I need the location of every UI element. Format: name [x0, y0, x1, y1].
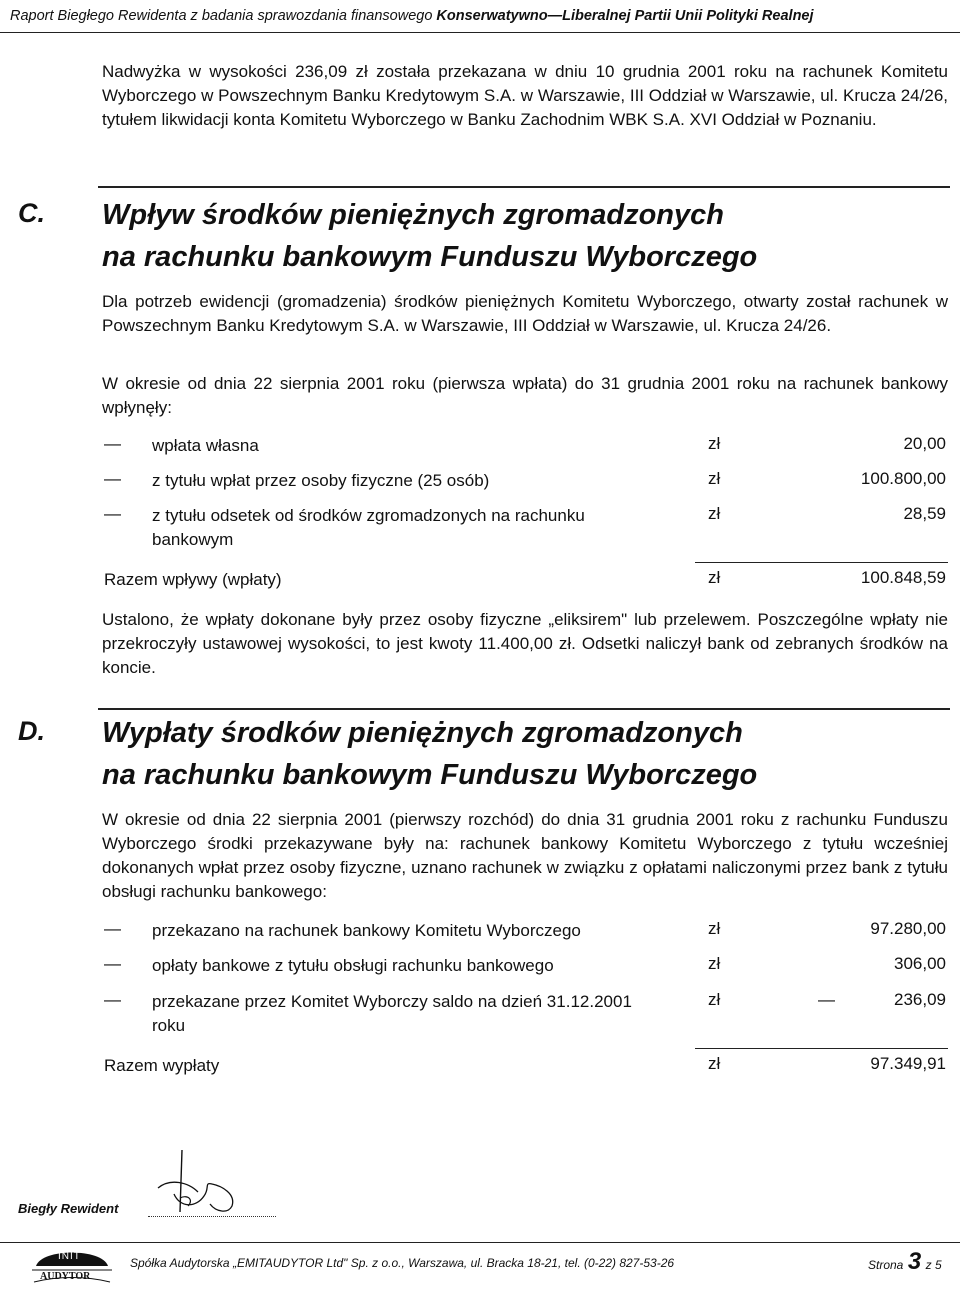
page-number: 3 — [907, 1248, 922, 1275]
logo-top-text: INIT — [58, 1251, 81, 1262]
section-d-sum-rule — [695, 1048, 948, 1049]
list-item-currency: zł — [708, 504, 721, 523]
list-item-label: z tytułu odsetek od środków zgromadzonych na rachunku bankowym — [152, 506, 585, 549]
page-number-block — [868, 1248, 942, 1276]
section-d-title-line1: Wypłaty środków pieniężnych zgromadzonych — [102, 717, 743, 749]
logo-bottom-text: AUDYTOR — [40, 1271, 91, 1282]
section-c-letter: C. — [18, 198, 45, 228]
amount-dash: — — [818, 990, 835, 1009]
list-item-dash: — — [104, 434, 121, 453]
section-d-total-currency: zł — [708, 1054, 721, 1073]
list-item-currency: zł — [708, 919, 721, 938]
company-logo — [28, 1244, 116, 1284]
list-item-dash: — — [104, 954, 121, 973]
section-d-rule — [98, 708, 950, 710]
section-d-paragraph-1: W okresie od dnia 22 sierpnia 2001 (pierwszy rozchód) do dnia 31 grudnia 2001 roku z rachunku Funduszu Wyborczego środki przekazywane były na: rachunek bankowy Komitetu Wyborczego z tytułu wcześniej dokonanych wpłat przez osoby fizyczne, uznano rachunek w związku z opłatami naliczonymi przez bank z tytułu obsługi rachunku bankowego: — [102, 810, 948, 901]
section-d-letter: D. — [18, 716, 45, 746]
list-item-dash: — — [104, 504, 121, 523]
report-header-title-party: Konserwatywno—Liberalnej Partii Unii Polityki Realnej — [436, 8, 814, 24]
list-item-amount: 28,59 — [903, 504, 946, 523]
footer-company-info: Spółka Audytorska „EMITAUDYTOR Ltd" Sp. z o.o., Warszawa, ul. Bracka 18-21, tel. (0-22) 827-53-26 — [130, 1256, 675, 1270]
list-item-currency: zł — [708, 954, 721, 973]
section-c-rule — [98, 186, 950, 188]
list-item-dash: — — [104, 919, 121, 938]
section-c-total-amount: 100.848,59 — [860, 568, 946, 587]
list-item-currency: zł — [708, 469, 721, 488]
list-item-dash: — — [104, 990, 121, 1009]
section-c-sum-rule — [695, 562, 948, 563]
page-label: Strona — [868, 1258, 904, 1272]
intro-paragraph: Nadwyżka w wysokości 236,09 zł została przekazana w dniu 10 grudnia 2001 roku na rachunek Komitetu Wyborczego w Powszechnym Banku Kredytowym S.A. w Warszawie, III Oddział w Warszawie, ul. Krucza 24/26, tytułem likwidacji konta Komitetu Wyborczego w Banku Zachodnim WBK S.A. XVI Oddział w Poznaniu. — [102, 62, 948, 129]
list-item-label: z tytułu wpłat przez osoby fizyczne (25 osób) — [152, 471, 490, 490]
section-c-title-line1: Wpływ środków pieniężnych zgromadzonych — [102, 199, 724, 231]
section-c-paragraph-2: W okresie od dnia 22 sierpnia 2001 roku (pierwsza wpłata) do 31 grudnia 2001 roku na rachunek bankowy wpłynęły: — [102, 374, 948, 417]
section-c-title-line2: na rachunku bankowym Funduszu Wyborczego — [102, 241, 758, 273]
list-item-dash: — — [104, 469, 121, 488]
list-item-currency: zł — [708, 990, 721, 1009]
list-item-amount: 100.800,00 — [860, 469, 946, 488]
list-item-label: wpłata własna — [152, 436, 259, 455]
list-item-currency: zł — [708, 434, 721, 453]
list-item-label: opłaty bankowe z tytułu obsługi rachunku bankowego — [152, 956, 554, 975]
report-header-title — [10, 8, 814, 24]
section-d-total-amount: 97.349,91 — [870, 1054, 946, 1073]
signature-label: Biegły Rewident — [18, 1201, 119, 1216]
section-c-closing-paragraph: Ustalono, że wpłaty dokonane były przez osoby fizyczne „eliksirem" lub przelewem. Poszczególne wpłaty nie przekroczyły ustawowej wysokości, to jest kwoty 11.400,00 zł. Odsetki naliczył bank od zebranych środków na koncie. — [102, 610, 948, 677]
list-item-amount: 236,09 — [894, 990, 946, 1009]
footer-divider — [0, 1242, 960, 1243]
list-item-amount: 20,00 — [903, 434, 946, 453]
handwritten-signature — [152, 1148, 242, 1220]
header-divider — [0, 32, 960, 33]
list-item-label: przekazane przez Komitet Wyborczy saldo na dzień 31.12.2001 roku — [152, 992, 632, 1035]
section-c-paragraph-1: Dla potrzeb ewidencji (gromadzenia) środków pieniężnych Komitetu Wyborczego, otwarty został rachunek w Powszechnym Banku Kredytowym S.A. w Warszawie, III Oddział w Warszawie, ul. Krucza 24/26. — [102, 292, 948, 335]
section-c-total-currency: zł — [708, 568, 721, 587]
section-d-title-line2: na rachunku bankowym Funduszu Wyborczego — [102, 759, 758, 791]
list-item-amount: 97.280,00 — [870, 919, 946, 938]
section-d-total-label: Razem wypłaty — [104, 1056, 220, 1075]
report-header-title-part1: Raport Biegłego Rewidenta z badania sprawozdania finansowego — [10, 8, 437, 24]
list-item-amount: 306,00 — [894, 954, 946, 973]
page-total: z 5 — [925, 1258, 942, 1272]
list-item-label: przekazano na rachunek bankowy Komitetu Wyborczego — [152, 921, 581, 940]
section-c-total-label: Razem wpływy (wpłaty) — [104, 570, 282, 589]
